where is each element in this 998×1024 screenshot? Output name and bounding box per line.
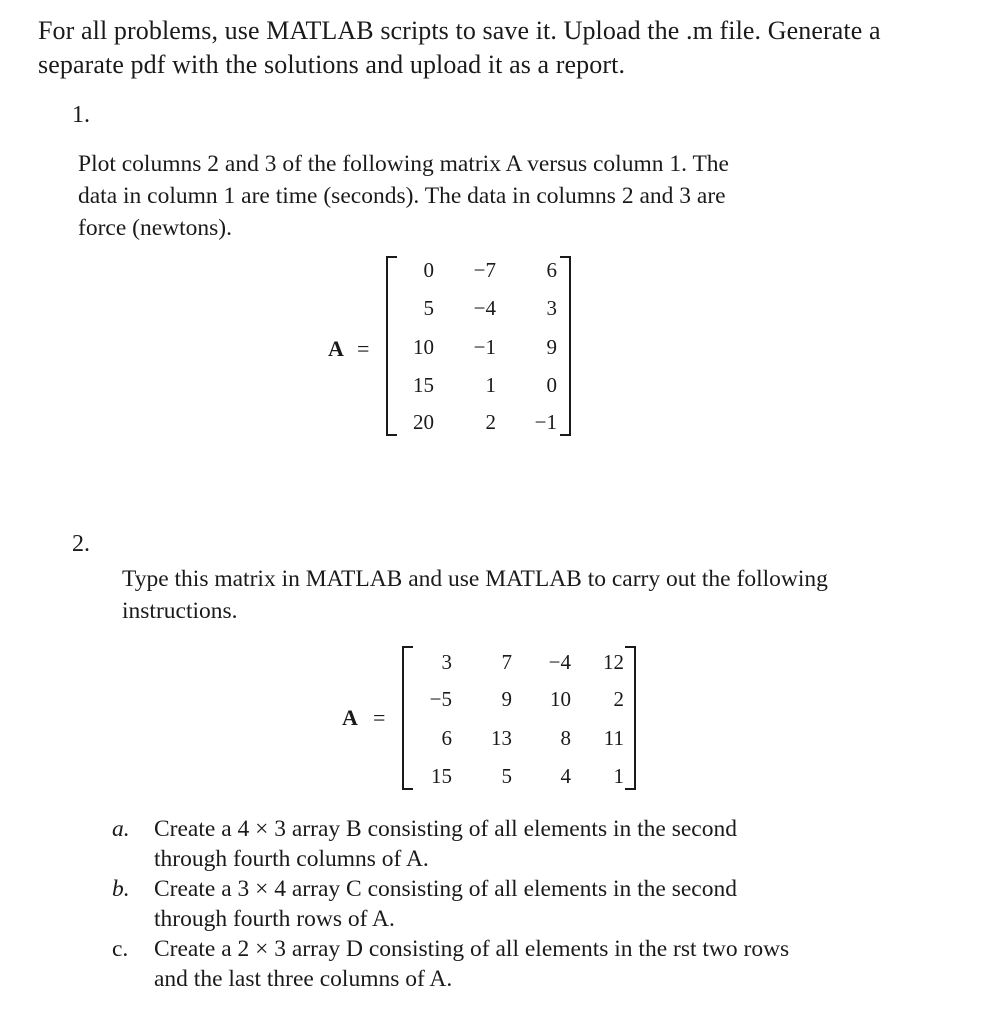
right-bracket — [560, 256, 571, 436]
matrix-cell: 1 — [613, 764, 624, 788]
matrix-cell: 2 — [485, 410, 496, 434]
instructions-line-2: separate pdf with the solutions and upload it as a report. — [38, 50, 626, 79]
matrix-cell: 5 — [423, 296, 434, 320]
problem-2-instructions-list — [112, 814, 972, 994]
problem-1-text-line-2: data in column 1 are time (seconds). The data in columns 2 and 3 are — [78, 183, 726, 209]
matrix-cell: 6 — [441, 726, 452, 750]
equals-sign: = — [357, 336, 370, 361]
instructions-line-1: For all problems, use MATLAB scripts to save it. Upload the .m file. Generate a — [38, 16, 881, 45]
matrix-cell: 3 — [441, 650, 452, 674]
item-line-1: Create a 2 × 3 array D consisting of all elements in the rst two rows — [154, 936, 790, 962]
matrix-cell: −4 — [473, 296, 496, 320]
equals-sign: = — [373, 705, 386, 730]
matrix-cell: 15 — [431, 764, 452, 788]
matrix-label: A — [328, 336, 344, 361]
item-marker: c. — [112, 936, 129, 962]
matrix-cell: 1 — [485, 373, 496, 397]
matrix-cell: −1 — [473, 335, 496, 359]
problem-2-text-line-2: instructions. — [122, 598, 238, 624]
matrix-cell: 20 — [413, 410, 434, 434]
item-marker: a. — [112, 816, 130, 842]
matrix-cell: 5 — [501, 764, 512, 788]
matrix-cell: 15 — [413, 373, 434, 397]
matrix-cell: 10 — [413, 335, 434, 359]
matrix-cell: 3 — [546, 296, 557, 320]
matrix-cell: 9 — [501, 687, 512, 711]
problem-2-number: 2. — [72, 531, 90, 557]
problem-1-text-line-3: force (newtons). — [78, 215, 232, 241]
problem-1-text — [78, 148, 958, 244]
matrix-cell: 9 — [546, 335, 557, 359]
matrix-cell: −1 — [534, 410, 557, 434]
matrix-cell: −5 — [429, 687, 452, 711]
item-line-2: through fourth rows of A. — [154, 906, 395, 932]
matrix-cell: 0 — [423, 258, 434, 282]
problem-1-text-line-1: Plot columns 2 and 3 of the following matrix A versus column 1. The — [78, 151, 729, 177]
matrix-cell: 8 — [560, 726, 571, 750]
matrix-cell: 4 — [560, 764, 571, 788]
matrix-label: A — [342, 705, 358, 730]
matrix-cell: −4 — [548, 650, 571, 674]
right-bracket — [625, 646, 636, 790]
matrix-cell: −7 — [473, 258, 496, 282]
matrix-cell: 12 — [603, 650, 624, 674]
matrix-cell: 10 — [550, 687, 571, 711]
item-line-2: through fourth columns of A. — [154, 846, 429, 872]
problem-1-number: 1. — [72, 102, 90, 128]
item-line-1: Create a 3 × 4 array C consisting of all elements in the second — [154, 876, 737, 902]
list-item — [112, 934, 972, 994]
matrix-cell: 13 — [491, 726, 512, 750]
matrix-cell: 6 — [546, 258, 557, 282]
item-marker: b. — [112, 876, 130, 902]
matrix-cell: 11 — [603, 726, 624, 750]
matrix-cell: 7 — [501, 650, 512, 674]
matrix-cell: 2 — [613, 687, 624, 711]
list-item — [112, 814, 972, 874]
item-line-2: and the last three columns of A. — [154, 966, 453, 992]
list-item — [112, 874, 972, 934]
problem-2-text-line-1: Type this matrix in MATLAB and use MATLAB to carry out the following — [122, 566, 828, 592]
instructions-paragraph — [38, 14, 968, 82]
problem-2-text — [122, 563, 982, 627]
item-line-1: Create a 4 × 3 array B consisting of all elements in the second — [154, 816, 737, 842]
matrix-cell: 0 — [546, 373, 557, 397]
